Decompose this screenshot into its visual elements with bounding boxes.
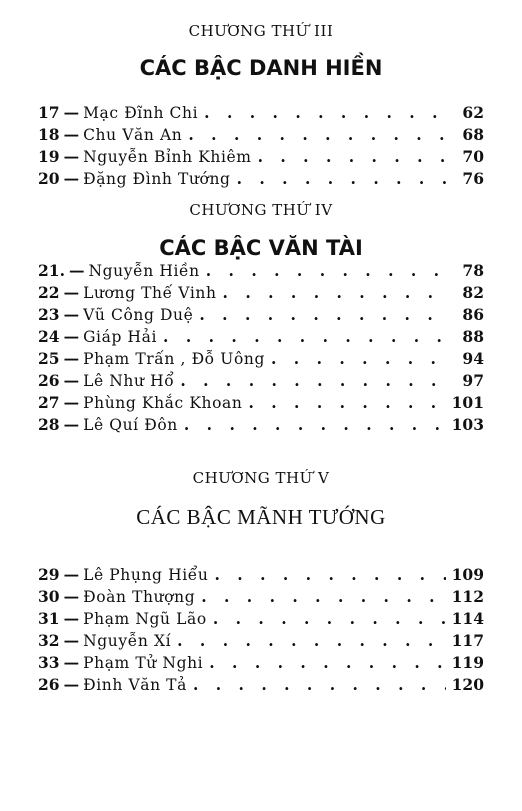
toc-entry[interactable]	[38, 125, 484, 147]
entry-name: Phạm Tử Nghi	[83, 654, 204, 672]
dash: —	[63, 653, 80, 672]
page-number: 68	[462, 125, 484, 144]
entry-number: 25	[38, 349, 60, 368]
dot-leader	[258, 147, 448, 166]
entry-number: 19	[38, 147, 60, 166]
section-title-van-tai: CÁC BẬC VĂN TÀI	[159, 236, 363, 260]
dash: —	[63, 125, 80, 144]
section-title-manh-tuong: CÁC BẬC MÃNH TƯỚNG	[136, 505, 386, 529]
entry-number: 20	[38, 169, 60, 188]
toc-entry[interactable]	[38, 609, 484, 631]
entry-name: Đoàn Thượng	[83, 588, 196, 606]
dash: —	[63, 609, 80, 628]
toc-list-chapter-3	[38, 103, 484, 191]
entry-number: 27	[38, 393, 60, 412]
dot-leader	[199, 305, 448, 324]
page-number: 119	[451, 653, 484, 672]
page-number: 88	[462, 327, 484, 346]
entry-number: 29	[38, 565, 60, 584]
dot-leader	[237, 169, 448, 188]
page-number: 117	[451, 631, 484, 650]
page-number: 94	[462, 349, 484, 368]
entry-number: 30	[38, 587, 60, 606]
dash: —	[63, 305, 80, 324]
entry-name: Nguyễn Hiền	[88, 262, 200, 280]
toc-entry[interactable]	[38, 675, 484, 697]
entry-number: 22	[38, 283, 60, 302]
dash: —	[63, 169, 80, 188]
dot-leader	[180, 371, 448, 390]
dot-leader	[209, 653, 445, 672]
toc-entry[interactable]	[38, 371, 484, 393]
entry-number: 18	[38, 125, 60, 144]
toc-entry[interactable]	[38, 147, 484, 169]
entry-name: Phạm Ngũ Lão	[83, 610, 207, 628]
dot-leader	[177, 631, 446, 650]
toc-entry[interactable]	[38, 327, 484, 349]
page-number: 120	[451, 675, 484, 694]
dash: —	[63, 103, 80, 122]
chapter-heading-4: CHƯƠNG THỨ IV	[189, 201, 333, 219]
dash: —	[63, 675, 80, 694]
page-number: 70	[462, 147, 484, 166]
toc-entry[interactable]	[38, 415, 484, 437]
toc-list-chapter-5	[38, 565, 484, 697]
entry-name: Chu Văn An	[83, 126, 183, 144]
entry-number: 21.	[38, 261, 65, 280]
dot-leader	[193, 675, 446, 694]
entry-number: 26	[38, 371, 60, 390]
dash: —	[68, 261, 85, 280]
page-number: 97	[462, 371, 484, 390]
dot-leader	[271, 349, 448, 368]
entry-number: 33	[38, 653, 60, 672]
dot-leader	[213, 609, 446, 628]
page-number: 112	[451, 587, 484, 606]
dash: —	[63, 147, 80, 166]
toc-entry[interactable]	[38, 261, 484, 283]
toc-entry[interactable]	[38, 349, 484, 371]
page-number: 109	[451, 565, 484, 584]
dash: —	[63, 631, 80, 650]
dash: —	[63, 327, 80, 346]
page-number: 82	[462, 283, 484, 302]
entry-number: 23	[38, 305, 60, 324]
entry-name: Đinh Văn Tả	[83, 676, 187, 694]
toc-entry[interactable]	[38, 587, 484, 609]
entry-name: Mạc Đĩnh Chi	[83, 104, 199, 122]
entry-name: Lê Như Hổ	[83, 372, 175, 390]
entry-name: Lê Quí Đôn	[83, 416, 178, 434]
toc-entry[interactable]	[38, 169, 484, 191]
dot-leader	[163, 327, 448, 346]
dot-leader	[215, 565, 446, 584]
entry-number: 17	[38, 103, 60, 122]
toc-entry[interactable]	[38, 103, 484, 125]
toc-entry[interactable]	[38, 565, 484, 587]
dot-leader	[201, 587, 445, 606]
dot-leader	[188, 125, 448, 144]
entry-number: 31	[38, 609, 60, 628]
entry-name: Lê Phụng Hiểu	[83, 566, 209, 584]
toc-entry[interactable]	[38, 631, 484, 653]
section-title-danh-hien: CÁC BẬC DANH HIỀN	[139, 56, 383, 80]
toc-entry[interactable]	[38, 283, 484, 305]
dash: —	[63, 415, 80, 434]
dash: —	[63, 587, 80, 606]
entry-name: Vũ Công Duệ	[83, 306, 194, 324]
dash: —	[63, 393, 80, 412]
entry-name: Đặng Đình Tướng	[83, 170, 231, 188]
entry-number: 24	[38, 327, 60, 346]
toc-list-chapter-4	[38, 261, 484, 437]
entry-number: 26	[38, 675, 60, 694]
dash: —	[63, 565, 80, 584]
entry-number: 32	[38, 631, 60, 650]
page-number: 86	[462, 305, 484, 324]
entry-name: Nguyễn Bỉnh Khiêm	[83, 148, 252, 166]
dot-leader	[204, 103, 448, 122]
dot-leader	[248, 393, 445, 412]
toc-entry[interactable]	[38, 305, 484, 327]
dot-leader	[206, 261, 448, 280]
dash: —	[63, 349, 80, 368]
page-number: 103	[451, 415, 484, 434]
entry-name: Nguyễn Xí	[83, 632, 172, 650]
toc-entry[interactable]	[38, 393, 484, 415]
dot-leader	[223, 283, 448, 302]
page-number: 101	[451, 393, 484, 412]
chapter-heading-3: CHƯƠNG THỨ III	[188, 22, 334, 40]
entry-name: Phùng Khắc Khoan	[83, 394, 243, 412]
entry-name: Giáp Hải	[83, 328, 158, 346]
toc-entry[interactable]	[38, 653, 484, 675]
entry-name: Lương Thế Vinh	[83, 284, 217, 302]
dash: —	[63, 283, 80, 302]
dash: —	[63, 371, 80, 390]
page-number: 76	[462, 169, 484, 188]
page-number: 114	[451, 609, 484, 628]
dot-leader	[184, 415, 446, 434]
page-number: 78	[462, 261, 484, 280]
chapter-heading-5: CHƯƠNG THỨ V	[192, 469, 330, 487]
page-number: 62	[462, 103, 484, 122]
entry-name: Phạm Trấn , Đỗ Uông	[83, 350, 265, 368]
entry-number: 28	[38, 415, 60, 434]
